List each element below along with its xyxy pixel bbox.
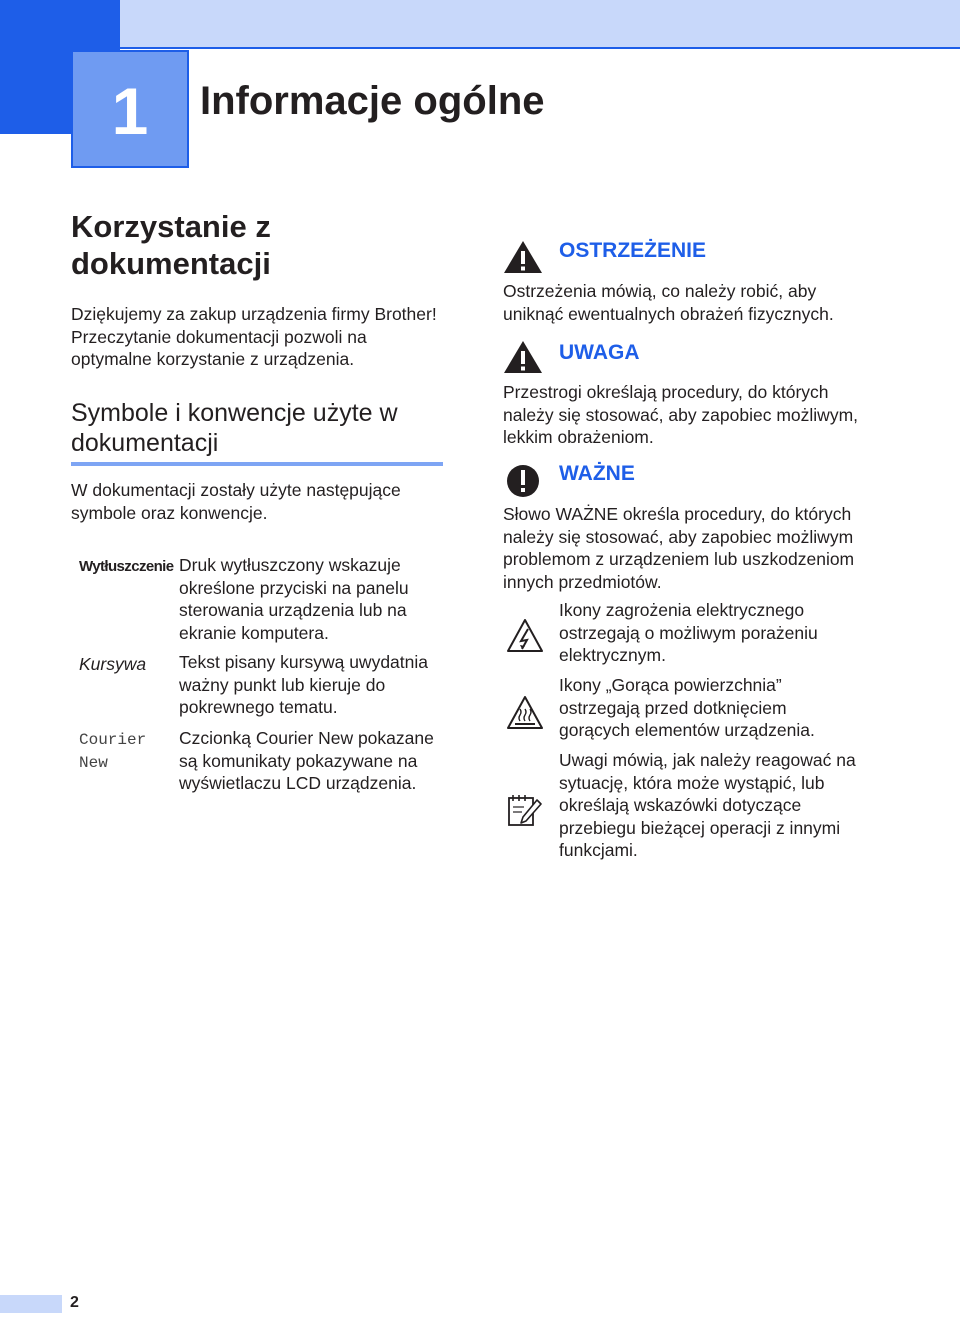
hot-surface-text: Ikony „Gorąca powierzchnia” ostrzegają przed dotknięciem gorących elementów urządzenia. — [559, 675, 815, 740]
exclamation-circle-icon — [506, 464, 540, 498]
convention-desc-bold: Druk wytłuszczony wskazuje określone przyciski na panelu sterowania urządzenia lub na ekranie komputera. — [179, 555, 409, 643]
note-text: Uwagi mówią, jak należy reagować na sytuację, która może wystąpić, lub określają wskazówki dotyczące przebiegu bieżącej operacji z innymi funkcjami. — [559, 750, 856, 860]
header-light-bar — [120, 0, 960, 47]
page-number: 2 — [70, 1294, 79, 1311]
convention-term-bold: Wytłuszczenie — [79, 558, 174, 575]
section-title-documentation: Korzystanie z dokumentacji — [71, 209, 271, 281]
important-body: Słowo WAŻNE określa procedury, do których należy się stosować, aby zapobiec możliwym problemom z urządzeniem lub uszkodzeniom innych przedmiotów. — [503, 504, 855, 592]
section-body-documentation: Dziękujemy za zakup urządzenia firmy Brother! Przeczytanie dokumentacji pozwoli na optymalne korzystanie z urządzenia. — [71, 304, 437, 369]
warning-body: Ostrzeżenia mówią, co należy robić, aby uniknąć ewentualnych obrażeń fizycznych. — [503, 281, 834, 324]
important-heading: WAŻNE — [559, 462, 635, 485]
section-title-symbols: Symbole i konwencje użyte w dokumentacji — [71, 399, 398, 457]
convention-term-courier: Courier New — [79, 731, 147, 772]
warning-heading: OSTRZEŻENIE — [559, 239, 707, 262]
electrical-hazard-text: Ikony zagrożenia elektrycznego ostrzegają o możliwym porażeniu elektrycznym. — [559, 600, 818, 665]
chapter-title: Informacje ogólne — [200, 79, 545, 123]
caution-triangle-icon — [503, 340, 543, 374]
convention-desc-italic: Tekst pisany kursywą uwydatnia ważny punkt lub kieruje do pokrewnego tematu. — [179, 652, 428, 717]
convention-term-italic: Kursywa — [79, 654, 147, 674]
section-rule — [71, 462, 443, 466]
electrical-hazard-icon — [506, 617, 544, 655]
section-intro-symbols: W dokumentacji zostały użyte następujące symbole oraz konwencje. — [71, 480, 401, 523]
caution-heading: UWAGA — [559, 341, 640, 364]
chapter-number-box — [71, 50, 189, 168]
chapter-number: 1 — [111, 74, 149, 148]
note-pencil-icon — [506, 790, 542, 828]
header-divider — [120, 47, 960, 49]
footer-bar — [0, 1295, 62, 1313]
caution-body: Przestrogi określają procedury, do których należy się stosować, aby zapobiec możliwym, lekkim obrażeniom. — [503, 382, 859, 447]
hot-surface-icon — [506, 694, 544, 732]
warning-triangle-icon — [503, 240, 543, 274]
convention-desc-courier: Czcionką Courier New pokazane są komunikaty pokazywane na wyświetlaczu LCD urządzenia. — [179, 728, 434, 793]
